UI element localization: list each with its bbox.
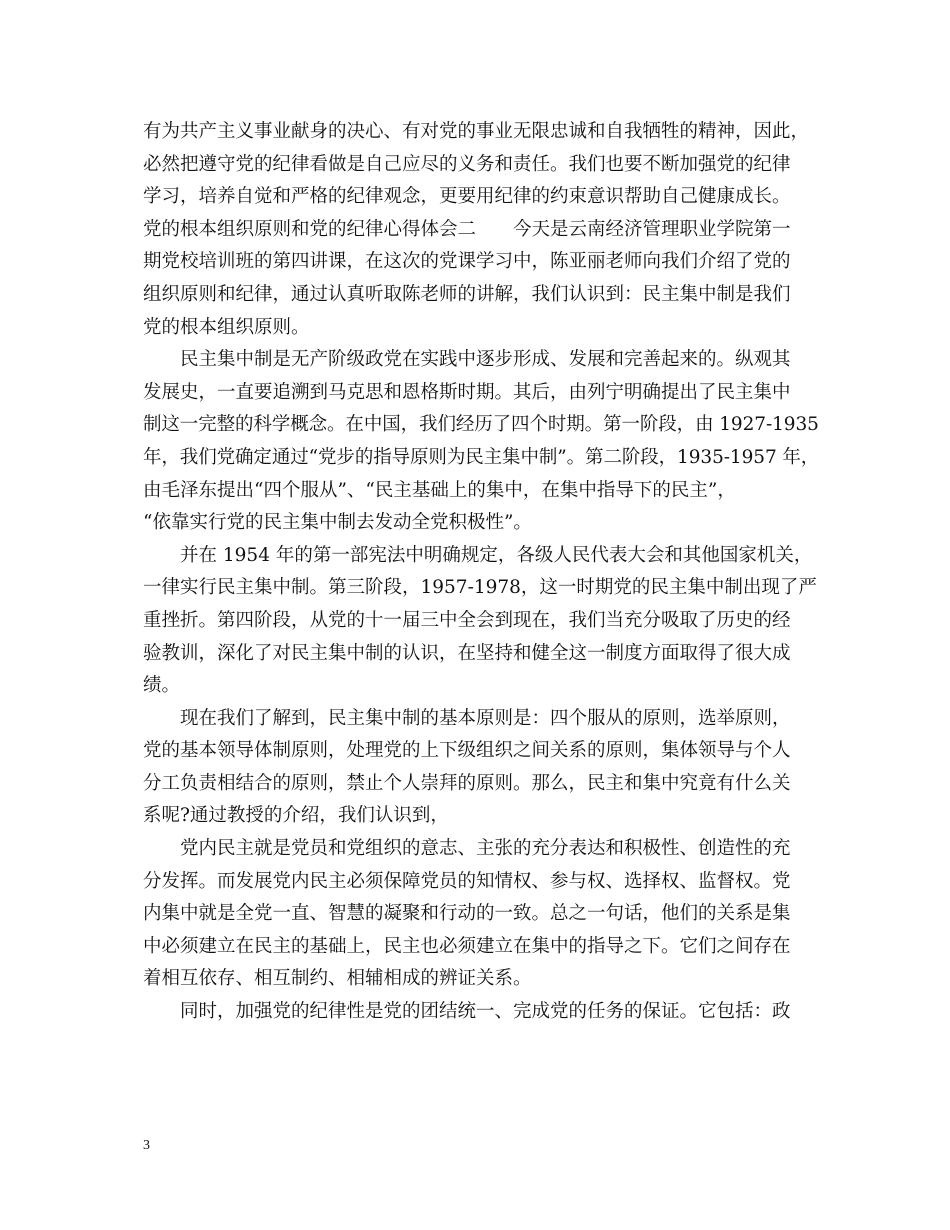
text-line: 验教训，深化了对民主集中制的认识，在坚持和健全这一制度方面取得了很大成: [143, 642, 791, 664]
body-text: [143, 116, 819, 1029]
text-line: 同时，加强党的纪律性是党的团结统一、完成党的任务的保证。它包括：政: [180, 1001, 791, 1023]
text-line: 着相互依存、相互制约、相辅相成的辨证关系。: [143, 968, 532, 990]
text-line: 现在我们了解到，民主集中制的基本原则是：四个服从的原则，选举原则，: [180, 707, 791, 729]
text-line: 重挫折。第四阶段，从党的十一届三中全会到现在，我们当充分吸取了历史的经: [143, 609, 791, 631]
text-line: 民主集中制是无产阶级政党在实践中逐步形成、发展和完善起来的。纵观其: [180, 349, 791, 371]
text-line: 中必须建立在民主的基础上，民主也必须建立在集中的指导之下。它们之间存在: [143, 935, 791, 957]
text-line: 必然把遵守党的纪律看做是自己应尽的义务和责任。我们也要不断加强党的纪律: [143, 153, 791, 175]
text-line: 由毛泽东提出“四个服从”、“民主基础上的集中，在集中指导下的民主”，: [143, 479, 736, 501]
text-line: 分发挥。而发展党内民主必须保障党员的知情权、参与权、选择权、监督权。党: [143, 870, 791, 892]
text-line: 内集中就是全党一直、智慧的凝聚和行动的一致。总之一句话，他们的关系是集: [143, 903, 791, 925]
page-number: 3: [143, 1138, 150, 1153]
text-line: 发展史，一直要追溯到马克思和恩格斯时期。其后，由列宁明确提出了民主集中: [143, 381, 791, 403]
text-line: 一律实行民主集中制。第三阶段，1957-1978，这一时期党的民主集中制出现了严: [143, 577, 817, 599]
text-line: 组织原则和纪律，通过认真听取陈老师的讲解，我们认识到：民主集中制是我们: [143, 283, 791, 305]
text-line: 党的根本组织原则。: [143, 316, 310, 338]
text-line: 制这一完整的科学概念。在中国，我们经历了四个时期。第一阶段，由 1927-1935: [143, 414, 819, 436]
text-line: 党内民主就是党员和党组织的意志、主张的充分表达和积极性、创造性的充: [180, 838, 791, 860]
text-line: 有为共产主义事业献身的决心、有对党的事业无限忠诚和自我牺牲的精神，因此，: [143, 121, 810, 142]
text-line: 绩。: [143, 675, 181, 697]
text-line: 分工负责相结合的原则，禁止个人崇拜的原则。那么，民主和集中究竟有什么关: [143, 772, 791, 794]
text-line: 党的根本组织原则和党的纪律心得体会二 今天是云南经济管理职业学院第一: [143, 218, 791, 240]
text-line: 年，我们党确定通过“党步的指导原则为民主集中制”。第二阶段，1935-1957 年，: [143, 446, 820, 468]
text-line: “依靠实行党的民主集中制去发动全党积极性”。: [143, 512, 532, 534]
text-line: 系呢?通过教授的介绍，我们认识到，: [143, 805, 449, 827]
text-line: 学习，培养自觉和严格的纪律观念，更要用纪律的约束意识帮助自己健康成长。: [143, 186, 791, 208]
text-line: 期党校培训班的第四讲课，在这次的党课学习中，陈亚丽老师向我们介绍了党的: [143, 251, 791, 273]
text-line: 党的基本领导体制原则，处理党的上下级组织之间关系的原则，集体领导与个人: [143, 740, 791, 762]
text-line: 并在 1954 年的第一部宪法中明确规定，各级人民代表大会和其他国家机关，: [180, 544, 813, 566]
